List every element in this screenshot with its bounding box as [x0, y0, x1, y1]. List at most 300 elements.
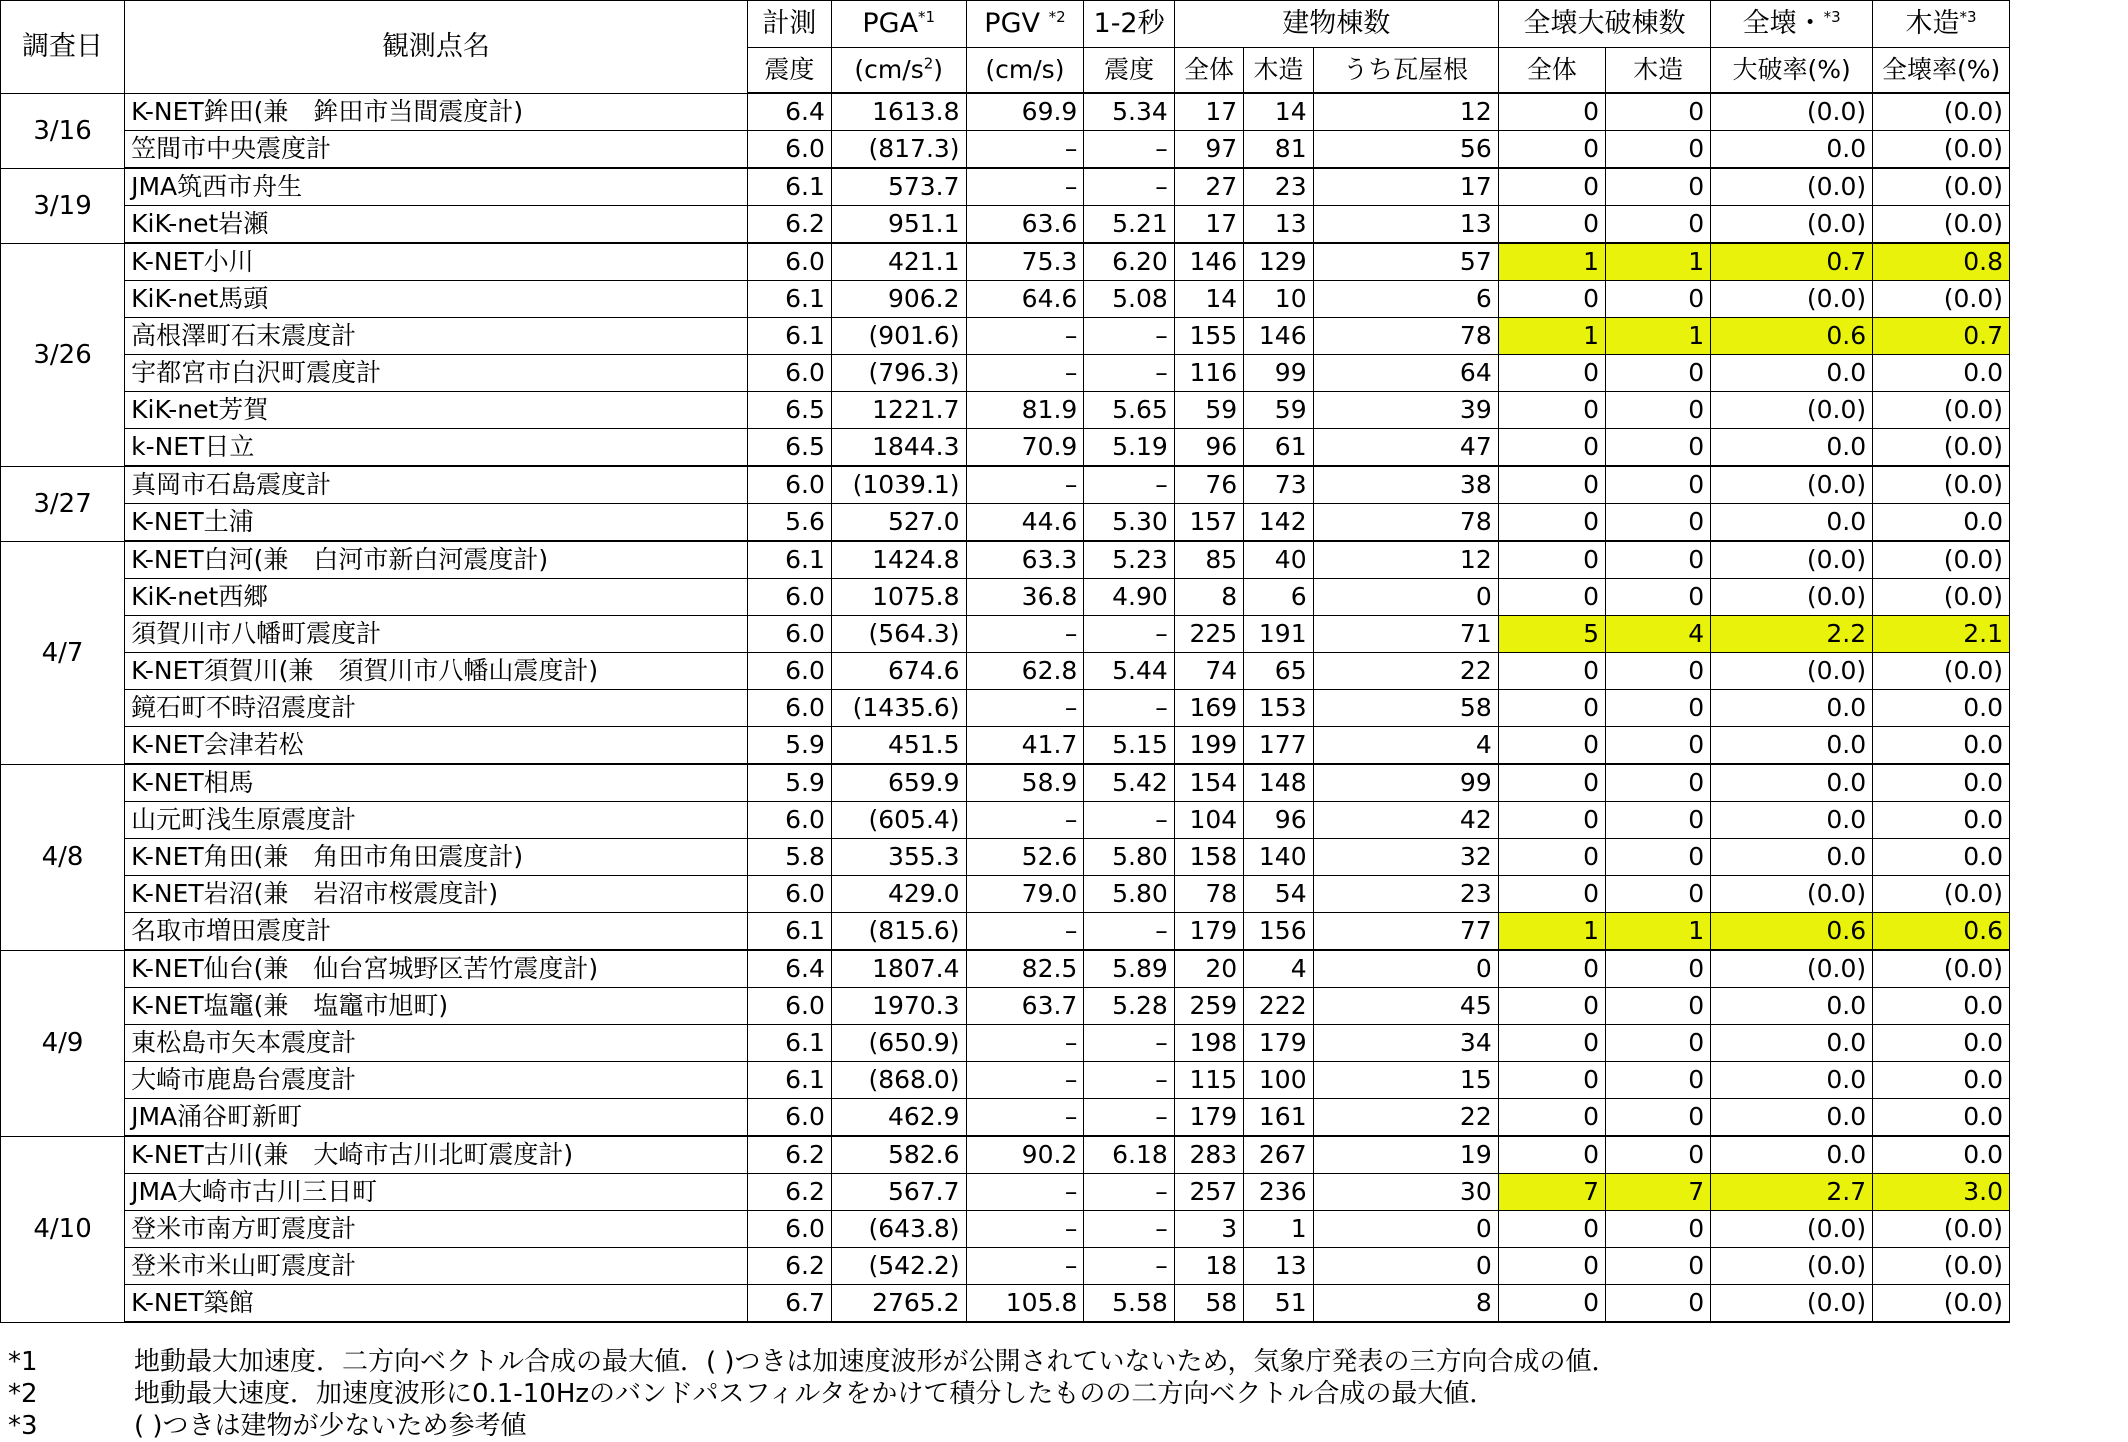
- pga-value: 527.0: [831, 504, 966, 542]
- intensity: 6.0: [747, 690, 831, 727]
- intensity: 6.0: [747, 466, 831, 504]
- collapse-wood: 0: [1606, 1136, 1711, 1174]
- buildings-wood: 6: [1244, 579, 1313, 616]
- intensity: 6.0: [747, 579, 831, 616]
- buildings-wood: 100: [1244, 1062, 1313, 1099]
- station-name: JMA大崎市古川三日町: [125, 1174, 748, 1211]
- buildings-all: 259: [1174, 988, 1243, 1025]
- buildings-tile: 0: [1313, 1211, 1498, 1248]
- rate-all: 0.0: [1711, 727, 1873, 765]
- survey-date: 3/19: [1, 168, 125, 243]
- station-name: KiK-net西郷: [125, 579, 748, 616]
- intensity: 6.0: [747, 1099, 831, 1137]
- pgv-value: –: [966, 355, 1084, 392]
- period-intensity: 5.19: [1084, 429, 1174, 467]
- station-name: JMA筑西市舟生: [125, 168, 748, 206]
- rate-wood: 0.0: [1873, 727, 2010, 765]
- collapse-wood: 7: [1606, 1174, 1711, 1211]
- station-name: 鏡石町不時沼震度計: [125, 690, 748, 727]
- survey-date: 3/16: [1, 93, 125, 168]
- buildings-all: 169: [1174, 690, 1243, 727]
- buildings-all: 59: [1174, 392, 1243, 429]
- table-row: [1, 839, 2010, 876]
- rate-all: 0.0: [1711, 1025, 1873, 1062]
- table-row: [1, 504, 2010, 542]
- period-intensity: 5.44: [1084, 653, 1174, 690]
- intensity: 6.1: [747, 281, 831, 318]
- survey-table-body: [1, 93, 2010, 1322]
- buildings-all: 225: [1174, 616, 1243, 653]
- rate-wood: (0.0): [1873, 653, 2010, 690]
- table-row: [1, 1211, 2010, 1248]
- station-name: k-NET日立: [125, 429, 748, 467]
- buildings-wood: 142: [1244, 504, 1313, 542]
- period-intensity: –: [1084, 690, 1174, 727]
- station-name: JMA涌谷町新町: [125, 1099, 748, 1137]
- buildings-wood: 96: [1244, 802, 1313, 839]
- station-name: K-NET仙台(兼 仙台宮城野区苦竹震度計): [125, 950, 748, 988]
- footnote-text: 地動最大速度．加速度波形に0.1-10Hzのバンドパスフィルタをかけて積分したものの二方向ベクトル合成の最大値．: [134, 1379, 1496, 1409]
- collapse-wood: 1: [1606, 913, 1711, 951]
- rate-wood: (0.0): [1873, 876, 2010, 913]
- table-row: [1, 802, 2010, 839]
- buildings-wood: 161: [1244, 1099, 1313, 1137]
- buildings-tile: 6: [1313, 281, 1498, 318]
- pga-value: 355.3: [831, 839, 966, 876]
- period-intensity: –: [1084, 318, 1174, 355]
- rate-all: 2.7: [1711, 1174, 1873, 1211]
- intensity: 6.4: [747, 93, 831, 131]
- station-name: KiK-net芳賀: [125, 392, 748, 429]
- collapse-wood: 0: [1606, 1285, 1711, 1323]
- rate-wood: 0.0: [1873, 355, 2010, 392]
- buildings-tile: 58: [1313, 690, 1498, 727]
- collapse-wood: 0: [1606, 876, 1711, 913]
- rate-wood: (0.0): [1873, 93, 2010, 131]
- buildings-all: 85: [1174, 541, 1243, 579]
- rate-wood: 0.0: [1873, 988, 2010, 1025]
- period-intensity: –: [1084, 355, 1174, 392]
- pga-value: (815.6): [831, 913, 966, 951]
- buildings-all: 199: [1174, 727, 1243, 765]
- station-name: K-NET土浦: [125, 504, 748, 542]
- rate-all: (0.0): [1711, 579, 1873, 616]
- pga-value: (1039.1): [831, 466, 966, 504]
- table-row: [1, 206, 2010, 244]
- pga-value: 1221.7: [831, 392, 966, 429]
- collapse-all: 0: [1498, 541, 1605, 579]
- station-name: 高根澤町石末震度計: [125, 318, 748, 355]
- pga-value: 573.7: [831, 168, 966, 206]
- rate-wood: (0.0): [1873, 429, 2010, 467]
- table-row: [1, 988, 2010, 1025]
- period-intensity: 5.34: [1084, 93, 1174, 131]
- intensity: 6.0: [747, 802, 831, 839]
- rate-wood: 0.7: [1873, 318, 2010, 355]
- rate-all: (0.0): [1711, 653, 1873, 690]
- table-row: [1, 1248, 2010, 1285]
- period-intensity: 5.15: [1084, 727, 1174, 765]
- intensity: 6.0: [747, 876, 831, 913]
- station-name: K-NET小川: [125, 243, 748, 281]
- rate-all: 0.0: [1711, 355, 1873, 392]
- buildings-all: 14: [1174, 281, 1243, 318]
- rate-wood: (0.0): [1873, 168, 2010, 206]
- header-rate-wood-line1: 木造$^{*3}$: [1873, 1, 2010, 48]
- station-name: 真岡市石島震度計: [125, 466, 748, 504]
- pgv-value: 58.9: [966, 764, 1084, 802]
- buildings-all: 58: [1174, 1285, 1243, 1323]
- buildings-tile: 77: [1313, 913, 1498, 951]
- rate-wood: 0.8: [1873, 243, 2010, 281]
- header-pga-line1: PGA$^{*1}$: [831, 1, 966, 48]
- collapse-all: 0: [1498, 392, 1605, 429]
- collapse-wood: 1: [1606, 243, 1711, 281]
- pgv-value: –: [966, 616, 1084, 653]
- buildings-tile: 4: [1313, 727, 1498, 765]
- rate-all: 0.0: [1711, 429, 1873, 467]
- buildings-tile: 22: [1313, 653, 1498, 690]
- rate-all: 0.0: [1711, 764, 1873, 802]
- collapse-wood: 0: [1606, 429, 1711, 467]
- intensity: 6.1: [747, 1062, 831, 1099]
- buildings-all: 3: [1174, 1211, 1243, 1248]
- intensity: 6.0: [747, 131, 831, 169]
- buildings-wood: 156: [1244, 913, 1313, 951]
- station-name: 大崎市鹿島台震度計: [125, 1062, 748, 1099]
- intensity: 6.1: [747, 541, 831, 579]
- intensity: 5.9: [747, 727, 831, 765]
- buildings-tile: 42: [1313, 802, 1498, 839]
- collapse-all: 0: [1498, 727, 1605, 765]
- collapse-wood: 0: [1606, 988, 1711, 1025]
- buildings-all: 97: [1174, 131, 1243, 169]
- pgv-value: –: [966, 1211, 1084, 1248]
- period-intensity: –: [1084, 1025, 1174, 1062]
- collapse-wood: 0: [1606, 206, 1711, 244]
- pga-value: 1844.3: [831, 429, 966, 467]
- buildings-all: 257: [1174, 1174, 1243, 1211]
- table-row: [1, 466, 2010, 504]
- header-period-line1: 1-2秒: [1084, 1, 1174, 48]
- rate-all: 0.0: [1711, 839, 1873, 876]
- pgv-value: –: [966, 690, 1084, 727]
- station-name: 宇都宮市白沢町震度計: [125, 355, 748, 392]
- pga-value: (796.3): [831, 355, 966, 392]
- rate-wood: 0.0: [1873, 1099, 2010, 1137]
- header-buildings: 建物棟数: [1174, 1, 1498, 48]
- collapse-all: 0: [1498, 466, 1605, 504]
- collapse-all: 1: [1498, 318, 1605, 355]
- rate-all: (0.0): [1711, 950, 1873, 988]
- collapse-all: 0: [1498, 355, 1605, 392]
- header-pgv-line1: PGV $^{*2}$: [966, 1, 1084, 48]
- period-intensity: 5.23: [1084, 541, 1174, 579]
- period-intensity: –: [1084, 131, 1174, 169]
- header-intensity-line1: 計測: [747, 1, 831, 48]
- intensity: 6.2: [747, 206, 831, 244]
- period-intensity: 5.65: [1084, 392, 1174, 429]
- period-intensity: 4.90: [1084, 579, 1174, 616]
- rate-all: (0.0): [1711, 541, 1873, 579]
- rate-wood: (0.0): [1873, 466, 2010, 504]
- pgv-value: 63.7: [966, 988, 1084, 1025]
- collapse-wood: 0: [1606, 1248, 1711, 1285]
- period-intensity: 5.80: [1084, 839, 1174, 876]
- buildings-wood: 40: [1244, 541, 1313, 579]
- period-intensity: 5.30: [1084, 504, 1174, 542]
- rate-all: 0.0: [1711, 504, 1873, 542]
- buildings-wood: 51: [1244, 1285, 1313, 1323]
- pga-value: 2765.2: [831, 1285, 966, 1323]
- footnote-mark: *3: [8, 1411, 38, 1441]
- buildings-tile: 34: [1313, 1025, 1498, 1062]
- buildings-all: 104: [1174, 802, 1243, 839]
- buildings-tile: 13: [1313, 206, 1498, 244]
- collapse-all: 0: [1498, 579, 1605, 616]
- rate-wood: 0.0: [1873, 1025, 2010, 1062]
- collapse-wood: 4: [1606, 616, 1711, 653]
- rate-wood: (0.0): [1873, 392, 2010, 429]
- header-station: 観測点名: [125, 1, 748, 94]
- pgv-value: 63.3: [966, 541, 1084, 579]
- intensity: 6.1: [747, 168, 831, 206]
- buildings-tile: 8: [1313, 1285, 1498, 1323]
- buildings-wood: 81: [1244, 131, 1313, 169]
- rate-wood: 3.0: [1873, 1174, 2010, 1211]
- station-name: 山元町浅生原震度計: [125, 802, 748, 839]
- period-intensity: –: [1084, 616, 1174, 653]
- pga-value: (1435.6): [831, 690, 966, 727]
- pga-value: (650.9): [831, 1025, 966, 1062]
- buildings-wood: 4: [1244, 950, 1313, 988]
- pga-value: 1424.8: [831, 541, 966, 579]
- header-buildings-tile: うち瓦屋根: [1313, 48, 1498, 94]
- buildings-wood: 129: [1244, 243, 1313, 281]
- survey-date: 4/8: [1, 764, 125, 950]
- intensity: 6.2: [747, 1174, 831, 1211]
- survey-date: 4/7: [1, 541, 125, 764]
- collapse-wood: 0: [1606, 93, 1711, 131]
- station-name: K-NET古川(兼 大崎市古川北町震度計): [125, 1136, 748, 1174]
- collapse-wood: 0: [1606, 541, 1711, 579]
- collapse-wood: 0: [1606, 1211, 1711, 1248]
- pga-value: 421.1: [831, 243, 966, 281]
- collapse-all: 0: [1498, 1248, 1605, 1285]
- rate-all: (0.0): [1711, 392, 1873, 429]
- buildings-wood: 61: [1244, 429, 1313, 467]
- station-name: K-NET相馬: [125, 764, 748, 802]
- intensity: 6.7: [747, 1285, 831, 1323]
- buildings-all: 179: [1174, 913, 1243, 951]
- rate-all: 0.0: [1711, 131, 1873, 169]
- footnote: [0, 1346, 2100, 1378]
- buildings-all: 158: [1174, 839, 1243, 876]
- rate-wood: 0.0: [1873, 1062, 2010, 1099]
- station-name: K-NET築館: [125, 1285, 748, 1323]
- buildings-tile: 19: [1313, 1136, 1498, 1174]
- table-row: [1, 318, 2010, 355]
- pga-value: 462.9: [831, 1099, 966, 1137]
- pgv-value: 52.6: [966, 839, 1084, 876]
- pgv-value: 75.3: [966, 243, 1084, 281]
- period-intensity: 5.08: [1084, 281, 1174, 318]
- buildings-all: 76: [1174, 466, 1243, 504]
- buildings-wood: 54: [1244, 876, 1313, 913]
- header-buildings-wood: 木造: [1244, 48, 1313, 94]
- table-row: [1, 1099, 2010, 1137]
- header-rate-wood-line2: 全壊率(%): [1873, 48, 2010, 94]
- intensity: 6.2: [747, 1248, 831, 1285]
- intensity: 6.4: [747, 950, 831, 988]
- buildings-wood: 177: [1244, 727, 1313, 765]
- footnote: [0, 1378, 2100, 1410]
- rate-wood: 0.0: [1873, 802, 2010, 839]
- rate-all: 0.0: [1711, 1062, 1873, 1099]
- buildings-tile: 12: [1313, 541, 1498, 579]
- pgv-value: –: [966, 802, 1084, 839]
- header-collapse-wood: 木造: [1606, 48, 1711, 94]
- rate-all: 0.6: [1711, 318, 1873, 355]
- rate-wood: 0.6: [1873, 913, 2010, 951]
- period-intensity: –: [1084, 913, 1174, 951]
- pgv-value: –: [966, 1025, 1084, 1062]
- rate-wood: (0.0): [1873, 950, 2010, 988]
- rate-all: (0.0): [1711, 281, 1873, 318]
- buildings-tile: 99: [1313, 764, 1498, 802]
- collapse-all: 0: [1498, 1136, 1605, 1174]
- pgv-value: 62.8: [966, 653, 1084, 690]
- period-intensity: 5.28: [1084, 988, 1174, 1025]
- footnotes: [0, 1346, 2100, 1442]
- collapse-all: 0: [1498, 429, 1605, 467]
- station-name: 名取市増田震度計: [125, 913, 748, 951]
- footnote-mark: *1: [8, 1347, 38, 1377]
- station-name: 笠間市中央震度計: [125, 131, 748, 169]
- station-name: K-NET須賀川(兼 須賀川市八幡山震度計): [125, 653, 748, 690]
- collapse-all: 5: [1498, 616, 1605, 653]
- rate-wood: (0.0): [1873, 1285, 2010, 1323]
- pga-value: (643.8): [831, 1211, 966, 1248]
- pga-value: 659.9: [831, 764, 966, 802]
- pgv-value: 44.6: [966, 504, 1084, 542]
- table-row: [1, 1285, 2010, 1323]
- period-intensity: 5.80: [1084, 876, 1174, 913]
- footnote: [0, 1410, 2100, 1442]
- collapse-all: 1: [1498, 913, 1605, 951]
- buildings-all: 17: [1174, 206, 1243, 244]
- collapse-wood: 0: [1606, 1025, 1711, 1062]
- station-name: K-NET白河(兼 白河市新白河震度計): [125, 541, 748, 579]
- buildings-wood: 267: [1244, 1136, 1313, 1174]
- collapse-wood: 0: [1606, 802, 1711, 839]
- period-intensity: –: [1084, 466, 1174, 504]
- table-row: [1, 93, 2010, 131]
- collapse-all: 0: [1498, 950, 1605, 988]
- table-row: [1, 281, 2010, 318]
- station-name: 東松島市矢本震度計: [125, 1025, 748, 1062]
- rate-all: (0.0): [1711, 168, 1873, 206]
- pgv-value: 41.7: [966, 727, 1084, 765]
- footnote-text: 地動最大加速度．二方向ベクトル合成の最大値．( )つきは加速度波形が公開されていないため，気象庁発表の三方向合成の値．: [134, 1347, 1618, 1377]
- buildings-all: 96: [1174, 429, 1243, 467]
- buildings-tile: 17: [1313, 168, 1498, 206]
- period-intensity: 5.58: [1084, 1285, 1174, 1323]
- rate-wood: 2.1: [1873, 616, 2010, 653]
- pga-value: 582.6: [831, 1136, 966, 1174]
- rate-wood: 0.0: [1873, 504, 2010, 542]
- collapse-all: 0: [1498, 168, 1605, 206]
- header-row-1: [1, 1, 2010, 48]
- buildings-tile: 78: [1313, 318, 1498, 355]
- table-row: [1, 429, 2010, 467]
- table-row: [1, 168, 2010, 206]
- buildings-wood: 179: [1244, 1025, 1313, 1062]
- rate-all: 0.0: [1711, 1136, 1873, 1174]
- intensity: 6.0: [747, 355, 831, 392]
- buildings-tile: 64: [1313, 355, 1498, 392]
- collapse-wood: 0: [1606, 950, 1711, 988]
- intensity: 6.1: [747, 913, 831, 951]
- buildings-wood: 146: [1244, 318, 1313, 355]
- period-intensity: –: [1084, 1099, 1174, 1137]
- buildings-all: 155: [1174, 318, 1243, 355]
- pga-value: (542.2): [831, 1248, 966, 1285]
- buildings-wood: 13: [1244, 206, 1313, 244]
- buildings-tile: 0: [1313, 950, 1498, 988]
- buildings-all: 179: [1174, 1099, 1243, 1137]
- station-name: K-NET鉾田(兼 鉾田市当間震度計): [125, 93, 748, 131]
- pgv-value: 105.8: [966, 1285, 1084, 1323]
- period-intensity: 5.89: [1084, 950, 1174, 988]
- intensity: 6.5: [747, 392, 831, 429]
- station-name: K-NET塩竈(兼 塩竈市旭町): [125, 988, 748, 1025]
- buildings-tile: 78: [1313, 504, 1498, 542]
- table-row: [1, 913, 2010, 951]
- collapse-wood: 0: [1606, 355, 1711, 392]
- rate-all: (0.0): [1711, 206, 1873, 244]
- intensity: 5.8: [747, 839, 831, 876]
- buildings-all: 146: [1174, 243, 1243, 281]
- rate-wood: (0.0): [1873, 541, 2010, 579]
- pga-value: 951.1: [831, 206, 966, 244]
- buildings-all: 27: [1174, 168, 1243, 206]
- pgv-value: –: [966, 1248, 1084, 1285]
- rate-wood: 0.0: [1873, 764, 2010, 802]
- buildings-tile: 0: [1313, 579, 1498, 616]
- collapse-all: 0: [1498, 988, 1605, 1025]
- buildings-wood: 23: [1244, 168, 1313, 206]
- buildings-wood: 99: [1244, 355, 1313, 392]
- buildings-tile: 12: [1313, 93, 1498, 131]
- buildings-all: 74: [1174, 653, 1243, 690]
- intensity: 6.0: [747, 988, 831, 1025]
- pga-value: 906.2: [831, 281, 966, 318]
- rate-wood: (0.0): [1873, 579, 2010, 616]
- pgv-value: –: [966, 1099, 1084, 1137]
- collapse-all: 0: [1498, 131, 1605, 169]
- header-pgv-line2: (cm/s): [966, 48, 1084, 94]
- rate-all: 0.7: [1711, 243, 1873, 281]
- collapse-wood: 0: [1606, 764, 1711, 802]
- pgv-value: –: [966, 1062, 1084, 1099]
- buildings-all: 20: [1174, 950, 1243, 988]
- period-intensity: 6.18: [1084, 1136, 1174, 1174]
- pga-value: 567.7: [831, 1174, 966, 1211]
- header-collapse: 全壊大破棟数: [1498, 1, 1710, 48]
- station-name: K-NET会津若松: [125, 727, 748, 765]
- header-rate-all-line2: 大破率(%): [1711, 48, 1873, 94]
